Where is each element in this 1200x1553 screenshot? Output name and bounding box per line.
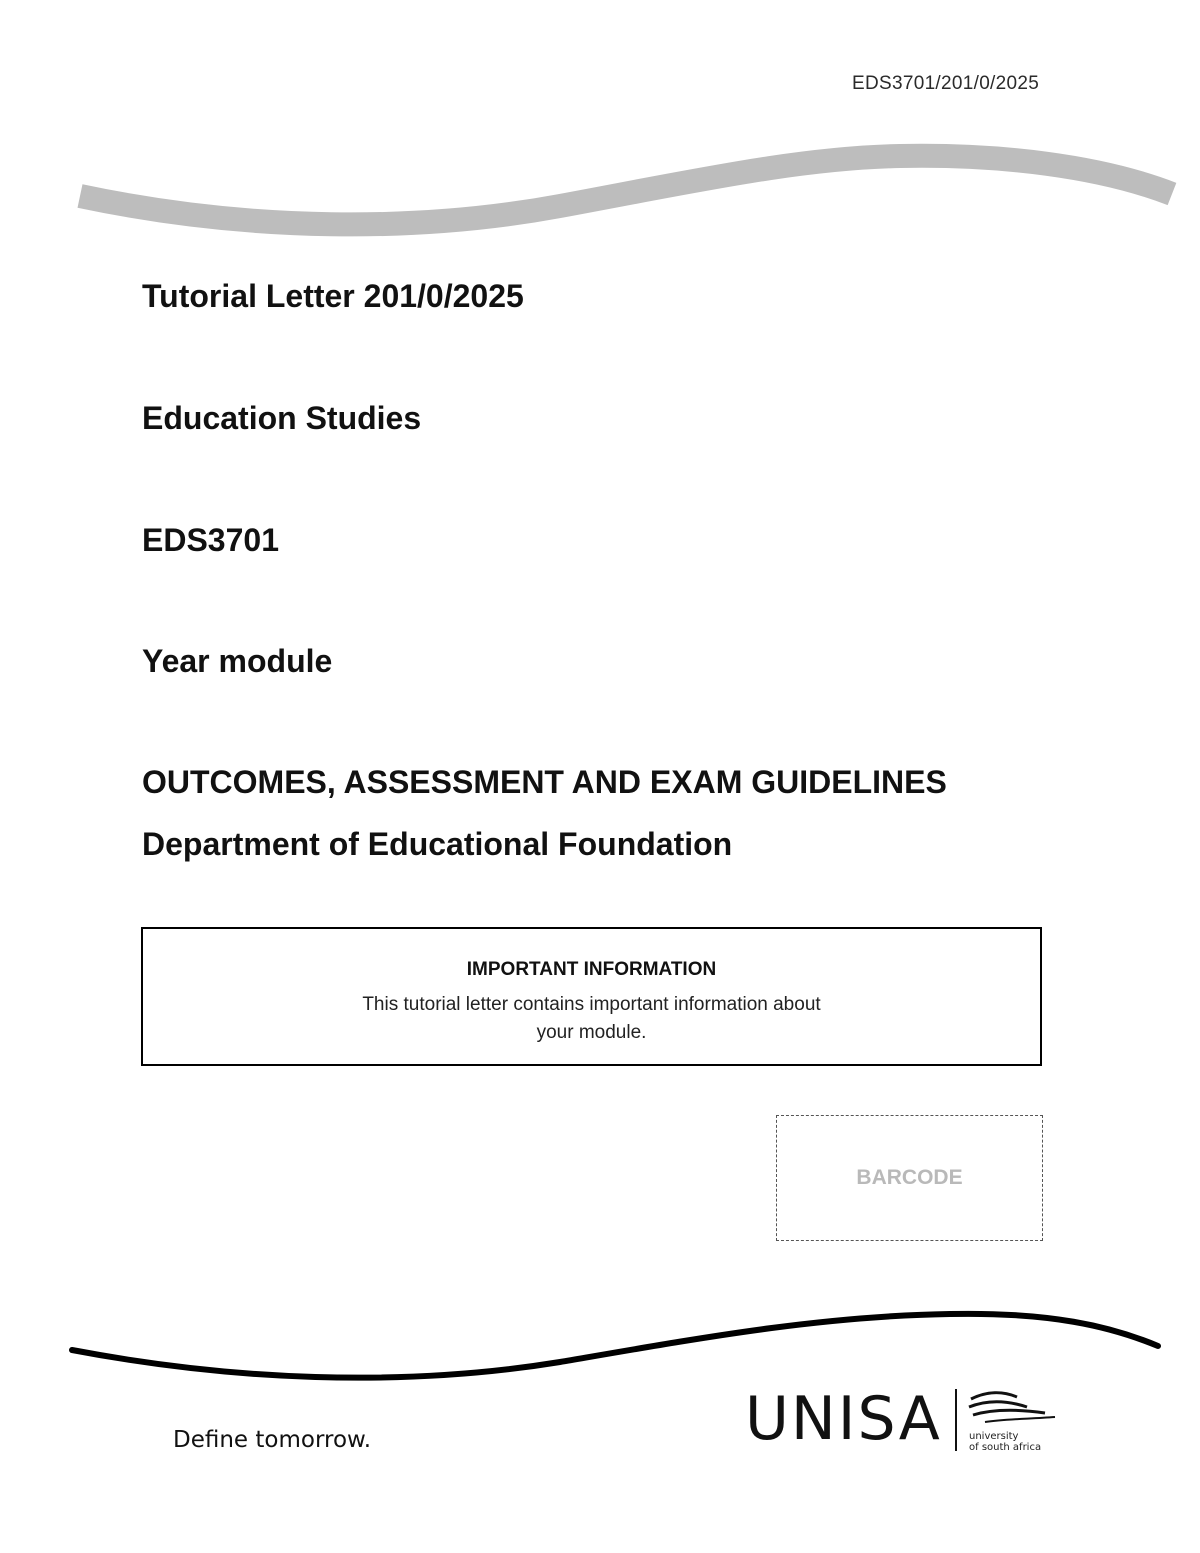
department-name: Department of Educational Foundation	[142, 826, 733, 862]
logo-sub-university: university	[969, 1431, 1019, 1442]
important-information-box	[141, 927, 1042, 1066]
barcode-label: BARCODE	[856, 1166, 963, 1189]
module-name: Education Studies	[142, 400, 422, 436]
top-gray-swoosh	[0, 0, 1200, 260]
important-information-heading: IMPORTANT INFORMATION	[466, 959, 717, 980]
unisa-emblem-icon	[965, 1389, 1065, 1453]
logo-sub-south-africa: of south africa	[969, 1442, 1042, 1453]
bottom-black-swoosh	[0, 1290, 1200, 1400]
tutorial-letter-title: Tutorial Letter 201/0/2025	[142, 278, 524, 314]
slogan: Define tomorrow.	[173, 1427, 372, 1453]
module-type: Year module	[142, 643, 333, 679]
logo-divider	[955, 1389, 957, 1451]
unisa-logo-word: UNISA	[745, 1384, 942, 1454]
module-code: EDS3701	[142, 522, 279, 558]
letter-subject: OUTCOMES, ASSESSMENT AND EXAM GUIDELINES	[142, 764, 947, 800]
important-information-text: This tutorial letter contains important information about your module.	[362, 994, 821, 1043]
document-code: EDS3701/201/0/2025	[852, 73, 1040, 94]
unisa-logo	[745, 1385, 1065, 1455]
barcode-placeholder	[776, 1115, 1043, 1241]
